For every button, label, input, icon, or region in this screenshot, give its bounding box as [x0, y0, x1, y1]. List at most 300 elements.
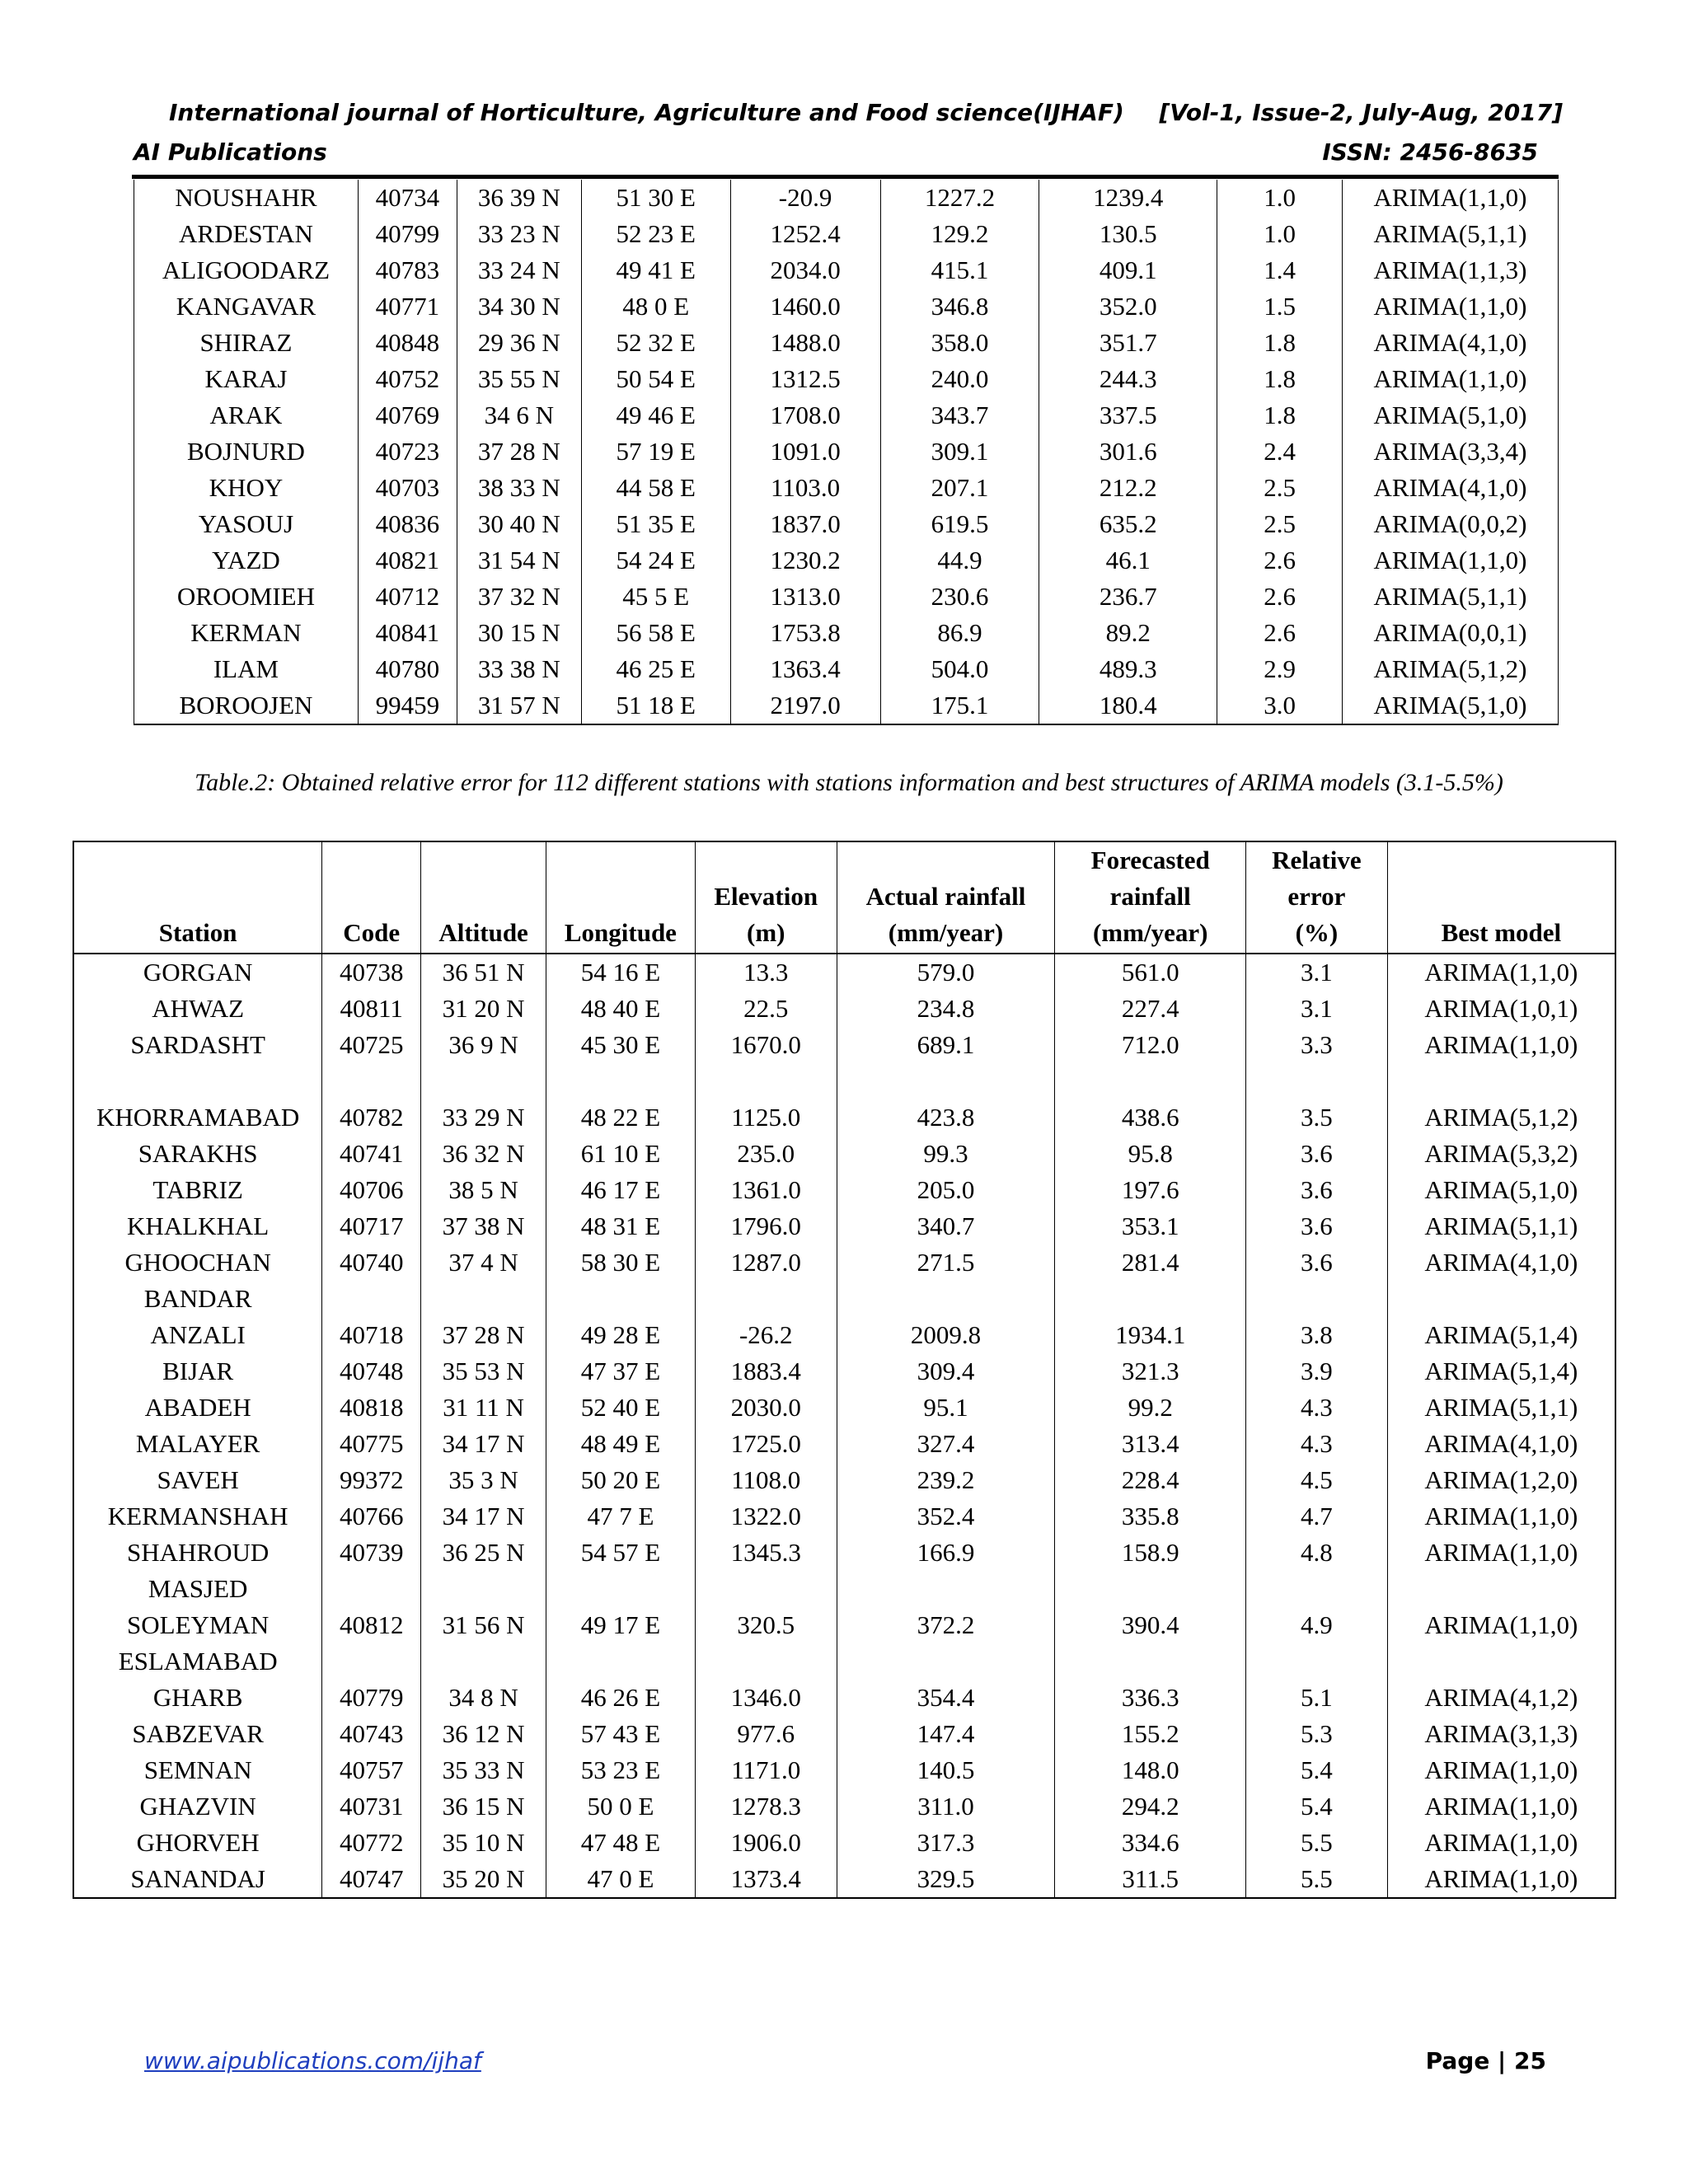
station-name-cell: YASOUJ: [134, 506, 359, 542]
table-cell: 31 54 N: [457, 542, 581, 579]
table-cell: 61 10 E: [546, 1136, 695, 1172]
table1-row: [134, 397, 1559, 434]
table-cell: 58 30 E: [546, 1244, 695, 1281]
table-cell: 33 24 N: [457, 252, 581, 288]
table-cell: 34 17 N: [421, 1498, 546, 1535]
publisher-name: AI Publications: [134, 138, 327, 166]
table2: [73, 841, 1616, 1899]
station-name-cell: [73, 1099, 322, 1136]
table-cell: 5.4: [1246, 1752, 1388, 1788]
table-cell: 3.8: [1246, 1281, 1388, 1353]
table-cell: 50 54 E: [581, 361, 730, 397]
table2-row: [73, 1788, 1615, 1825]
header-rule: [132, 175, 1559, 179]
table-cell: 207.1: [880, 470, 1039, 506]
table-cell: 40723: [358, 434, 457, 470]
table-cell: 2.5: [1217, 470, 1343, 506]
table-cell: 1725.0: [695, 1426, 837, 1462]
table-cell: 46 26 E: [546, 1643, 695, 1716]
table-cell: 44 58 E: [581, 470, 730, 506]
table-cell: 51 35 E: [581, 506, 730, 542]
table-cell: 49 28 E: [546, 1281, 695, 1353]
table-cell: ARIMA(1,1,0): [1387, 1861, 1615, 1898]
table-cell: 329.5: [837, 1861, 1055, 1898]
station-name-cell: [73, 1643, 322, 1716]
table-cell: 40725: [322, 1027, 421, 1099]
table-cell: ARIMA(1,1,0): [1387, 1825, 1615, 1861]
table2-row: [73, 1498, 1615, 1535]
table1-row: [134, 506, 1559, 542]
table-cell: ARIMA(5,3,2): [1387, 1136, 1615, 1172]
station-name-line: SANANDAJ: [130, 1864, 265, 1893]
table-cell: 504.0: [880, 651, 1039, 687]
table-cell: 40703: [358, 470, 457, 506]
table-cell: 33 38 N: [457, 651, 581, 687]
table1-row: [134, 180, 1559, 216]
table-cell: 1796.0: [695, 1208, 837, 1244]
table-cell: 409.1: [1039, 252, 1217, 288]
table-cell: 34 17 N: [421, 1426, 546, 1462]
table2-row: [73, 1825, 1615, 1861]
table-cell: 352.4: [837, 1498, 1055, 1535]
table-cell: 51 18 E: [581, 687, 730, 724]
table-cell: 2.9: [1217, 651, 1343, 687]
table-cell: 46 17 E: [546, 1172, 695, 1208]
table-cell: 1312.5: [730, 361, 880, 397]
table-cell: 1363.4: [730, 651, 880, 687]
table-cell: 3.3: [1246, 1027, 1388, 1099]
table-cell: 36 51 N: [421, 954, 546, 991]
table-cell: 36 12 N: [421, 1716, 546, 1752]
table-cell: 689.1: [837, 1027, 1055, 1099]
table-cell: ARIMA(5,1,1): [1343, 579, 1559, 615]
header-line: Elevation: [714, 882, 818, 911]
table1-row: [134, 470, 1559, 506]
table-cell: 352.0: [1039, 288, 1217, 325]
table-cell: 240.0: [880, 361, 1039, 397]
table1-row: [134, 325, 1559, 361]
table-cell: 197.6: [1055, 1172, 1246, 1208]
table-cell: 147.4: [837, 1716, 1055, 1752]
table-cell: 40799: [358, 216, 457, 252]
table-cell: 31 56 N: [421, 1571, 546, 1643]
station-name-cell: YAZD: [134, 542, 359, 579]
table-cell: 353.1: [1055, 1208, 1246, 1244]
table2-row: [73, 1462, 1615, 1498]
table2-row: [73, 1535, 1615, 1571]
table-cell: 40743: [322, 1716, 421, 1752]
table-cell: 235.0: [695, 1136, 837, 1172]
table-cell: 99372: [322, 1462, 421, 1498]
table-cell: 47 48 E: [546, 1825, 695, 1861]
table-cell: 40771: [358, 288, 457, 325]
station-name-line: ESLAMABAD: [118, 1647, 278, 1675]
table-cell: 57 19 E: [581, 434, 730, 470]
table-cell: 351.7: [1039, 325, 1217, 361]
table-cell: 45 5 E: [581, 579, 730, 615]
station-name-line: GHORVEH: [136, 1828, 260, 1857]
table-cell: 230.6: [880, 579, 1039, 615]
table-cell: 358.0: [880, 325, 1039, 361]
table-cell: ARIMA(0,0,1): [1343, 615, 1559, 651]
table-cell: 40752: [358, 361, 457, 397]
table-cell: 40782: [322, 1099, 421, 1136]
table-cell: 1708.0: [730, 397, 880, 434]
table-cell: 336.3: [1055, 1643, 1246, 1716]
table-cell: ARIMA(4,1,0): [1343, 470, 1559, 506]
station-name-cell: [73, 991, 322, 1027]
table-cell: 37 28 N: [457, 434, 581, 470]
table-cell: 311.5: [1055, 1861, 1246, 1898]
table-cell: 5.5: [1246, 1825, 1388, 1861]
table1-row: [134, 216, 1559, 252]
station-name-cell: [73, 1825, 322, 1861]
table-cell: 1361.0: [695, 1172, 837, 1208]
table1-row: [134, 288, 1559, 325]
table-cell: 155.2: [1055, 1716, 1246, 1752]
station-name-line: GHOOCHAN: [124, 1248, 271, 1277]
station-name-cell: [73, 1426, 322, 1462]
table-cell: 38 5 N: [421, 1172, 546, 1208]
table-cell: 239.2: [837, 1462, 1055, 1498]
table-cell: 635.2: [1039, 506, 1217, 542]
table-cell: 311.0: [837, 1788, 1055, 1825]
table-cell: 1252.4: [730, 216, 880, 252]
table-cell: 99459: [358, 687, 457, 724]
header-line: Station: [158, 918, 237, 947]
table-cell: 1287.0: [695, 1244, 837, 1281]
table-cell: 35 55 N: [457, 361, 581, 397]
table-cell: 40740: [322, 1244, 421, 1281]
table-cell: 489.3: [1039, 651, 1217, 687]
table-cell: 343.7: [880, 397, 1039, 434]
table-cell: 1.8: [1217, 361, 1343, 397]
table-cell: 346.8: [880, 288, 1039, 325]
table-cell: 244.3: [1039, 361, 1217, 397]
table-cell: ARIMA(1,1,0): [1387, 1788, 1615, 1825]
column-header: [1246, 841, 1388, 954]
journal-website-link[interactable]: www.aipublications.com/ijhaf: [144, 2047, 481, 2074]
station-name-cell: ARDESTAN: [134, 216, 359, 252]
table-cell: 372.2: [837, 1571, 1055, 1643]
column-header: [1055, 841, 1246, 954]
table-cell: ARIMA(5,1,0): [1343, 687, 1559, 724]
table-cell: ARIMA(1,1,0): [1387, 1027, 1615, 1099]
table-cell: 35 53 N: [421, 1353, 546, 1390]
table-cell: 415.1: [880, 252, 1039, 288]
table-cell: 37 32 N: [457, 579, 581, 615]
table-cell: 320.5: [695, 1571, 837, 1643]
table-cell: 2034.0: [730, 252, 880, 288]
table-cell: 53 23 E: [546, 1752, 695, 1788]
table-cell: 95.1: [837, 1390, 1055, 1426]
table-cell: ARIMA(5,1,2): [1387, 1099, 1615, 1136]
table-cell: 212.2: [1039, 470, 1217, 506]
page-number: Page | 25: [1425, 2047, 1546, 2074]
table-cell: 1753.8: [730, 615, 880, 651]
station-name-cell: [73, 1462, 322, 1498]
table-cell: 34 8 N: [421, 1643, 546, 1716]
table-cell: 4.5: [1246, 1462, 1388, 1498]
column-header: [421, 841, 546, 954]
station-name-line: KERMANSHAH: [107, 1502, 288, 1530]
table-cell: 40706: [322, 1172, 421, 1208]
station-name-cell: ILAM: [134, 651, 359, 687]
table-cell: 4.3: [1246, 1426, 1388, 1462]
table-cell: 31 20 N: [421, 991, 546, 1027]
table-cell: 54 57 E: [546, 1535, 695, 1571]
table-cell: 1670.0: [695, 1027, 837, 1099]
station-name-cell: [73, 1498, 322, 1535]
station-name-cell: SHIRAZ: [134, 325, 359, 361]
table-cell: 33 29 N: [421, 1099, 546, 1136]
table-cell: 52 40 E: [546, 1390, 695, 1426]
station-name-cell: KHOY: [134, 470, 359, 506]
table1-row: [134, 579, 1559, 615]
table-cell: 2197.0: [730, 687, 880, 724]
table-cell: 36 15 N: [421, 1788, 546, 1825]
table-cell: 227.4: [1055, 991, 1246, 1027]
table2-row: [73, 991, 1615, 1027]
column-header: [73, 841, 322, 954]
station-name-line: ABADEH: [144, 1393, 251, 1422]
table-cell: ARIMA(3,1,3): [1387, 1716, 1615, 1752]
table-cell: 3.5: [1246, 1099, 1388, 1136]
station-name-cell: NOUSHAHR: [134, 180, 359, 216]
table-cell: 423.8: [837, 1099, 1055, 1136]
table-cell: 40717: [322, 1208, 421, 1244]
table-cell: 438.6: [1055, 1099, 1246, 1136]
table-cell: 337.5: [1039, 397, 1217, 434]
table-cell: 1934.1: [1055, 1281, 1246, 1353]
station-name-cell: [73, 954, 322, 991]
station-name-cell: [73, 1788, 322, 1825]
table-cell: ARIMA(5,1,2): [1343, 651, 1559, 687]
station-name-line: MALAYER: [135, 1429, 260, 1458]
table-cell: 321.3: [1055, 1353, 1246, 1390]
station-name-line: BANDAR: [143, 1284, 252, 1313]
station-name-line: TABRIZ: [152, 1175, 243, 1204]
table-cell: -20.9: [730, 180, 880, 216]
table1-continuation: [134, 180, 1559, 725]
table2-body: [73, 954, 1615, 1898]
table1-row: [134, 434, 1559, 470]
table-cell: 40757: [322, 1752, 421, 1788]
table-cell: 712.0: [1055, 1027, 1246, 1099]
table-cell: 49 46 E: [581, 397, 730, 434]
header-line: (mm/year): [1092, 918, 1208, 947]
table-cell: 40718: [322, 1281, 421, 1353]
station-name-line: SOLEYMAN: [127, 1610, 270, 1639]
table-cell: 1.0: [1217, 216, 1343, 252]
column-header: [546, 841, 695, 954]
table-cell: 327.4: [837, 1426, 1055, 1462]
table-cell: 52 23 E: [581, 216, 730, 252]
table-cell: 1103.0: [730, 470, 880, 506]
table-cell: 1091.0: [730, 434, 880, 470]
table-cell: ARIMA(1,1,0): [1387, 1571, 1615, 1643]
station-name-line: SEMNAN: [143, 1755, 252, 1784]
station-name-cell: [73, 1172, 322, 1208]
table-cell: 48 0 E: [581, 288, 730, 325]
table-cell: 36 39 N: [457, 180, 581, 216]
station-name-cell: [73, 1390, 322, 1426]
table-cell: 40712: [358, 579, 457, 615]
station-name-cell: [73, 1027, 322, 1099]
table-cell: 1227.2: [880, 180, 1039, 216]
table-cell: 40811: [322, 991, 421, 1027]
table-cell: 40747: [322, 1861, 421, 1898]
table-cell: 1239.4: [1039, 180, 1217, 216]
table-cell: 1322.0: [695, 1498, 837, 1535]
table-cell: 31 11 N: [421, 1390, 546, 1426]
table-cell: 140.5: [837, 1752, 1055, 1788]
table-cell: 205.0: [837, 1172, 1055, 1208]
table-cell: 1906.0: [695, 1825, 837, 1861]
table-cell: 33 23 N: [457, 216, 581, 252]
table-cell: ARIMA(5,1,4): [1387, 1353, 1615, 1390]
table-cell: 3.1: [1246, 991, 1388, 1027]
table-cell: 40741: [322, 1136, 421, 1172]
table-cell: 89.2: [1039, 615, 1217, 651]
table-cell: 977.6: [695, 1716, 837, 1752]
table-cell: 40821: [358, 542, 457, 579]
table-cell: 49 41 E: [581, 252, 730, 288]
table-cell: 40818: [322, 1390, 421, 1426]
table-cell: 34 6 N: [457, 397, 581, 434]
table-cell: 2.5: [1217, 506, 1343, 542]
station-name-line: SAVEH: [157, 1465, 239, 1494]
station-name-cell: KERMAN: [134, 615, 359, 651]
table-cell: 1.4: [1217, 252, 1343, 288]
table-cell: 3.6: [1246, 1244, 1388, 1281]
table-cell: 40769: [358, 397, 457, 434]
table-cell: 40738: [322, 954, 421, 991]
table-cell: 40841: [358, 615, 457, 651]
table-cell: 1278.3: [695, 1788, 837, 1825]
table-cell: 2009.8: [837, 1281, 1055, 1353]
table-cell: 44.9: [880, 542, 1039, 579]
table-cell: 317.3: [837, 1825, 1055, 1861]
table-cell: -26.2: [695, 1281, 837, 1353]
table-cell: 45 30 E: [546, 1027, 695, 1099]
table-cell: 46.1: [1039, 542, 1217, 579]
table-cell: 1.5: [1217, 288, 1343, 325]
station-name-cell: [73, 1861, 322, 1898]
table-cell: 3.6: [1246, 1208, 1388, 1244]
issn-number: ISSN: 2456-8635: [1322, 138, 1538, 166]
header-line: Forecasted: [1090, 846, 1210, 874]
table-cell: 52 32 E: [581, 325, 730, 361]
table-cell: 130.5: [1039, 216, 1217, 252]
table2-row: [73, 1244, 1615, 1281]
table-cell: ARIMA(4,1,0): [1387, 1426, 1615, 1462]
table-cell: 2.4: [1217, 434, 1343, 470]
table2-row: [73, 1281, 1615, 1353]
station-name-line: MASJED: [148, 1574, 248, 1603]
table-cell: 35 20 N: [421, 1861, 546, 1898]
header-line: Altitude: [438, 918, 528, 947]
table-cell: 40836: [358, 506, 457, 542]
station-name-line: GORGAN: [143, 958, 253, 987]
table-cell: 40766: [322, 1498, 421, 1535]
table-cell: ARIMA(1,1,0): [1343, 361, 1559, 397]
table-cell: 35 3 N: [421, 1462, 546, 1498]
table-cell: 309.1: [880, 434, 1039, 470]
table1-row: [134, 252, 1559, 288]
table-cell: 40775: [322, 1426, 421, 1462]
table2-row: [73, 1571, 1615, 1643]
table-cell: 5.1: [1246, 1643, 1388, 1716]
station-name-cell: [73, 1571, 322, 1643]
table-cell: 57 43 E: [546, 1716, 695, 1752]
table-cell: 37 38 N: [421, 1208, 546, 1244]
table-cell: 335.8: [1055, 1498, 1246, 1535]
table-cell: 2.6: [1217, 542, 1343, 579]
table-cell: 1346.0: [695, 1643, 837, 1716]
table-cell: 1125.0: [695, 1099, 837, 1136]
station-name-cell: [73, 1752, 322, 1788]
table-cell: 301.6: [1039, 434, 1217, 470]
table-cell: 4.9: [1246, 1571, 1388, 1643]
table-cell: 29 36 N: [457, 325, 581, 361]
table-cell: ARIMA(0,0,2): [1343, 506, 1559, 542]
table-cell: 3.6: [1246, 1136, 1388, 1172]
table-cell: 3.0: [1217, 687, 1343, 724]
column-header: [322, 841, 421, 954]
table-cell: 50 0 E: [546, 1788, 695, 1825]
table-cell: 54 16 E: [546, 954, 695, 991]
table-cell: 36 32 N: [421, 1136, 546, 1172]
volume-info: [Vol-1, Issue-2, July-Aug, 2017]: [1159, 99, 1563, 126]
table-cell: ARIMA(1,0,1): [1387, 991, 1615, 1027]
table1-row: [134, 687, 1559, 724]
table-cell: 1.8: [1217, 397, 1343, 434]
table-cell: 271.5: [837, 1244, 1055, 1281]
table-cell: 95.8: [1055, 1136, 1246, 1172]
table2-header-row: [73, 841, 1615, 954]
table-cell: 40780: [358, 651, 457, 687]
station-name-cell: [73, 1716, 322, 1752]
table-cell: 4.8: [1246, 1535, 1388, 1571]
table-cell: 47 7 E: [546, 1498, 695, 1535]
header-line: rainfall: [1109, 882, 1191, 911]
table2-row: [73, 1861, 1615, 1898]
station-name-cell: KARAJ: [134, 361, 359, 397]
table-cell: 2030.0: [695, 1390, 837, 1426]
station-name-line: BIJAR: [162, 1357, 234, 1385]
header-line: (m): [747, 918, 785, 947]
station-name-cell: BOROOJEN: [134, 687, 359, 724]
table-cell: ARIMA(5,1,1): [1387, 1390, 1615, 1426]
table-cell: ARIMA(1,1,0): [1343, 180, 1559, 216]
header-line: (mm/year): [888, 918, 1004, 947]
table-cell: ARIMA(1,1,0): [1387, 1535, 1615, 1571]
table-cell: ARIMA(1,2,0): [1387, 1462, 1615, 1498]
table-cell: 99.3: [837, 1136, 1055, 1172]
table-cell: 1488.0: [730, 325, 880, 361]
table2-row: [73, 1390, 1615, 1426]
table-cell: 48 31 E: [546, 1208, 695, 1244]
station-name-cell: KANGAVAR: [134, 288, 359, 325]
station-name-cell: [73, 1244, 322, 1281]
table-cell: 40748: [322, 1353, 421, 1390]
header-line: Relative: [1272, 846, 1362, 874]
table-cell: 4.7: [1246, 1498, 1388, 1535]
table-cell: 281.4: [1055, 1244, 1246, 1281]
table2-row: [73, 954, 1615, 991]
table-cell: 30 40 N: [457, 506, 581, 542]
